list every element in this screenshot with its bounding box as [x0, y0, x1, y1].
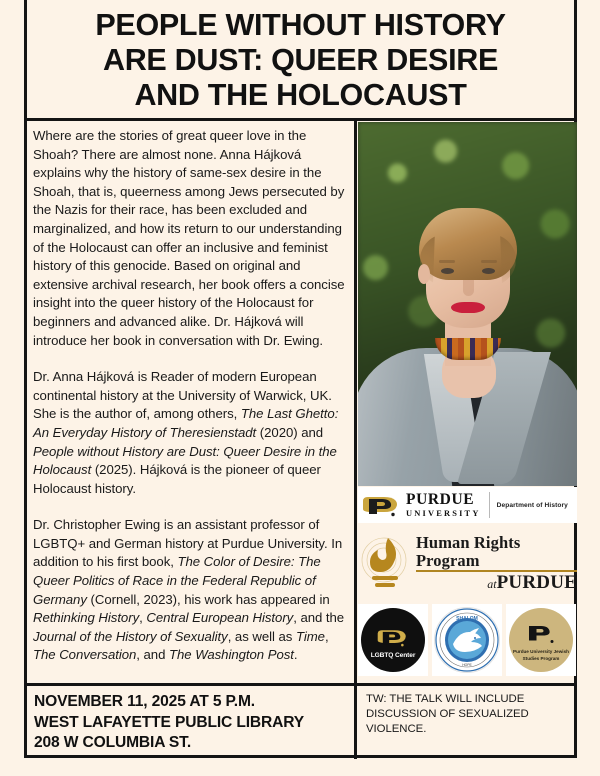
p3-text-c: , [139, 610, 147, 626]
human-rights-purdue: PURDUE [496, 571, 577, 593]
partner-jewish-studies [506, 604, 576, 676]
p3-text-d: , and the [293, 610, 345, 626]
title-line-2: ARE DUST: QUEER DESIRE [102, 42, 499, 77]
trigger-warning [366, 692, 566, 737]
p3-text-a: Dr. Christopher Ewing is an assistant professor of LGBTQ+ and German history at Purdue University. In addition to his first book, [33, 517, 343, 570]
event-venue: WEST LAFAYETTE PUBLIC LIBRARY [34, 713, 304, 731]
event-details [34, 692, 346, 754]
paragraph-book-description [33, 127, 351, 350]
p3-outlet-3: The Washington Post [169, 647, 294, 663]
p3-text-f: , [324, 628, 329, 644]
paragraph-ewing-bio [33, 516, 351, 665]
p3-outlet-2: The Conversation [33, 647, 137, 663]
human-rights-line-1: Human Rights Program [416, 534, 577, 572]
p3-text-b: (Cornell, 2023), his work has appeared in [86, 591, 330, 607]
p3-text-g: , and [136, 647, 169, 663]
purdue-train-p-icon [521, 618, 561, 646]
column-divider-rule [354, 118, 357, 684]
paragraph-hajkova-bio [33, 368, 351, 498]
purdue-wordmark [406, 492, 481, 518]
p3-outlet-1: Time [295, 628, 325, 644]
flame-torch-icon [358, 532, 414, 594]
trigger-warning-line-1: TW: THE TALK WILL INCLUDE [366, 693, 525, 705]
title-line-1: PEOPLE WITHOUT HISTORY [95, 7, 506, 42]
purdue-name-line-2: UNIVERSITY [406, 508, 481, 518]
purdue-logo-divider [489, 492, 490, 518]
partner-shalom-dove [432, 604, 502, 676]
trigger-warning-line-2: DISCUSSION OF SEXUALIZED [366, 708, 529, 720]
purdue-train-p-icon [376, 625, 410, 649]
svg-text:HOPE: HOPE [462, 663, 472, 667]
p2-book-title-2: People without History are Dust: Queer Desire in the Holocaust [33, 443, 337, 478]
p3-text-h: . [293, 647, 298, 663]
eye-left [441, 268, 454, 274]
p1-text: Where are the stories of great queer love in the Shoah? There are almost none. Anna Hájková explains why the history of same-sex desire in the Shoah, that is, queerness among Jews persecuted by the Nazis for their race, has been excluded and marginalized, and how its return to our understanding of the Holocaust can offer an inclusive and feminist history of this genocide. Based on original and extensive archival research, her book offers a concise insight into the queer history of the Holocaust for beginners and advanced alike. Dr. Hájková will introduce her book in conversation with Dr. Ewing. [33, 128, 345, 348]
p2-text-a: Dr. Anna Hájková is Reader of modern European continental history at the University of Warwick, UK. She is the author of, among others, [33, 369, 332, 422]
event-address: 208 W COLUMBIA ST. [34, 734, 192, 751]
partner-logos [358, 604, 577, 676]
human-rights-line-2 [416, 573, 577, 592]
purdue-name-line-1: PURDUE [406, 491, 475, 509]
p3-journal-1: Rethinking History [33, 610, 140, 626]
human-rights-program-logo [358, 530, 577, 596]
lgbtq-center-badge [361, 608, 425, 672]
p2-text-c: (2025). Hájková is the pioneer of queer Holocaust history. [33, 462, 321, 496]
jewish-studies-caption: Purdue University Jewish Studies Program [513, 648, 569, 661]
purdue-department-logo [358, 487, 577, 523]
speaker-portrait-photo [358, 122, 577, 486]
footer-divider-rule [24, 683, 577, 686]
lips [451, 302, 485, 313]
title-line-3: AND THE HOLOCAUST [134, 77, 467, 112]
eyebrow-right [481, 260, 497, 263]
event-date-time: NOVEMBER 11, 2025 AT 5 P.M. [34, 693, 255, 710]
ear-left [418, 264, 430, 284]
footer-column-divider-rule [354, 683, 357, 759]
eyebrow-left [439, 260, 455, 263]
partner-lgbtq-center [358, 604, 428, 676]
trigger-warning-line-3: VIOLENCE. [366, 723, 427, 735]
p2-text-b: (2020) and [256, 424, 324, 440]
body-copy [33, 127, 351, 665]
p3-book-title-1: The Color of Desire: The Queer Politics of Race in the Federal Republic of Germany [33, 554, 321, 607]
p3-journal-2: Central European History [146, 610, 294, 626]
p3-text-e: , as well as [227, 628, 296, 644]
purdue-train-p-icon [362, 492, 402, 518]
svg-text:SHALOM: SHALOM [456, 616, 478, 622]
dove-icon [435, 608, 499, 672]
nose [463, 280, 474, 296]
lgbtq-center-caption: LGBTQ Center [370, 651, 416, 659]
dove-badge [434, 607, 500, 673]
jewish-studies-badge [509, 608, 573, 672]
human-rights-wordmark [416, 534, 577, 592]
human-rights-at: at [487, 576, 497, 591]
title-divider-rule [24, 118, 577, 121]
page-title [27, 4, 574, 116]
purdue-department-label: Department of History [496, 501, 568, 509]
p3-journal-3: Journal of the History of Sexuality [33, 628, 228, 644]
eye-right [482, 268, 495, 274]
p2-book-title-1: The Last Ghetto: An Everyday History of Theresienstadt [33, 406, 339, 440]
